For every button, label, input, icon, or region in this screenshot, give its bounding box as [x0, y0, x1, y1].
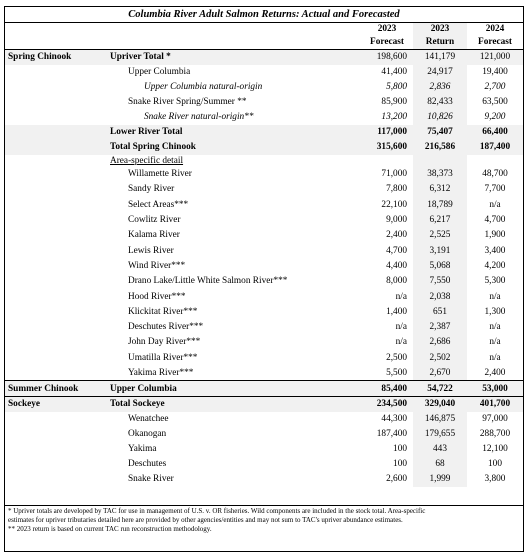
return-2023-cell: 7,550	[413, 274, 467, 289]
group-label	[5, 412, 107, 427]
header-return-2023: Return	[413, 36, 467, 50]
group-label	[5, 319, 107, 334]
forecast-2023-cell: 4,700	[386, 245, 407, 256]
table-title: Columbia River Adult Salmon Returns: Actual and Forecasted	[5, 7, 523, 23]
header-forecast-2024: Forecast	[467, 36, 523, 50]
row-label: Deschutes	[128, 459, 167, 470]
table-row	[5, 228, 523, 243]
row-label: Cowlitz River	[128, 215, 181, 226]
forecast-2023-cell: 1,400	[386, 306, 407, 317]
return-2023-cell: 75,407	[413, 125, 467, 140]
forecast-2024-cell: 2,700	[484, 82, 506, 92]
forecast-2024-cell: 97,000	[482, 414, 508, 425]
forecast-2023-cell: 2,600	[386, 474, 407, 485]
group-label	[5, 212, 107, 227]
footnote-1: * Upriver totals are developed by TAC for use in management of U.S. v. OR fisheries. Wild components are included in the stock total. Area-specific	[8, 507, 426, 515]
forecast-2024-cell: n/a	[489, 291, 501, 302]
forecast-2023-cell: 4,400	[386, 260, 407, 271]
group-label	[5, 472, 107, 487]
forecast-2023-cell: 13,200	[381, 112, 407, 122]
row-label: Total Spring Chinook	[107, 140, 361, 155]
return-2023-cell: 329,040	[413, 397, 467, 412]
row-label: Total Sockeye	[107, 397, 361, 412]
group-label	[5, 228, 107, 243]
group-label	[5, 289, 107, 304]
return-2023-cell: 68	[413, 457, 467, 472]
row-label: Kalama River	[128, 230, 180, 241]
group-label	[5, 457, 107, 472]
return-2023-cell: 2,038	[413, 289, 467, 304]
group-label	[5, 243, 107, 258]
group-label	[5, 182, 107, 197]
forecast-2023-cell: 5,500	[386, 367, 407, 378]
return-2023-cell: 1,999	[413, 472, 467, 487]
group-label	[5, 140, 107, 155]
forecast-2024-cell: n/a	[489, 322, 501, 333]
return-2023-cell: 179,655	[413, 427, 467, 442]
row-label: Sandy River	[128, 184, 175, 195]
forecast-2024-cell: 19,400	[482, 67, 508, 77]
row-label: Klickitat River***	[128, 306, 198, 317]
table-row	[5, 80, 523, 95]
forecast-2023-cell: 41,400	[381, 67, 407, 77]
forecast-2024-cell: 2,400	[484, 367, 506, 378]
forecast-2023-cell: n/a	[395, 322, 407, 333]
row-label: Okanogan	[128, 429, 167, 440]
table-body	[5, 50, 523, 487]
forecast-2024-cell: 187,400	[467, 140, 523, 155]
table-row	[5, 381, 523, 397]
row-label: Upriver Total *	[107, 50, 361, 65]
forecast-2024-cell: n/a	[489, 199, 501, 210]
row-label: Upper Columbia	[128, 67, 191, 77]
table-row	[5, 350, 523, 365]
table-row	[5, 304, 523, 319]
return-2023-cell	[413, 155, 467, 167]
forecast-2024-cell: 100	[488, 459, 502, 470]
forecast-2023-cell: 234,500	[361, 397, 413, 412]
forecast-2023-cell: 85,900	[381, 97, 407, 107]
return-2023-cell: 6,312	[413, 182, 467, 197]
return-2023-cell: 2,836	[413, 80, 467, 95]
group-label	[5, 427, 107, 442]
forecast-2024-cell: 66,400	[467, 125, 523, 140]
return-2023-cell: 6,217	[413, 212, 467, 227]
table-row	[5, 457, 523, 472]
row-label: Snake River	[128, 474, 174, 485]
table-row	[5, 243, 523, 258]
group-label	[5, 197, 107, 212]
forecast-2023-cell: 187,400	[376, 429, 407, 440]
return-2023-cell: 5,068	[413, 258, 467, 273]
header-year-forecast-2024: 2024	[485, 24, 505, 34]
forecast-2024-cell: 5,300	[484, 276, 506, 287]
forecast-2024-cell: 53,000	[467, 381, 523, 397]
return-2023-cell: 3,191	[413, 243, 467, 258]
return-2023-cell: 10,826	[413, 110, 467, 125]
return-2023-cell: 24,917	[413, 65, 467, 80]
group-label	[5, 95, 107, 110]
return-2023-cell: 2,686	[413, 335, 467, 350]
group-label	[5, 442, 107, 457]
group-label	[5, 110, 107, 125]
row-label: Lewis River	[128, 245, 174, 256]
forecast-2023-cell: n/a	[395, 337, 407, 348]
group-label	[5, 167, 107, 182]
return-2023-cell: 54,722	[413, 381, 467, 397]
group-label	[5, 258, 107, 273]
row-label: Upper Columbia natural-origin	[144, 82, 263, 92]
row-label: Snake River natural-origin**	[144, 112, 254, 122]
footnote-2: estimates for upriver tributaries detailed here are provided by other agencies/entities and may not sum to TAC's upriver abundance estimates.	[8, 516, 403, 524]
forecast-2023-cell: 315,600	[361, 140, 413, 155]
table-row	[5, 289, 523, 304]
return-2023-cell: 2,525	[413, 228, 467, 243]
group-label: Spring Chinook	[5, 50, 107, 65]
return-2023-cell: 146,875	[413, 412, 467, 427]
header-year-return-2023: 2023	[413, 23, 467, 36]
table-row	[5, 427, 523, 442]
forecast-2024-cell: 48,700	[482, 169, 508, 180]
row-label: Lower River Total	[107, 125, 361, 140]
return-2023-cell: 2,670	[413, 365, 467, 380]
table-row	[5, 365, 523, 380]
row-label: Wenatchee	[128, 414, 169, 425]
forecast-2023-cell: 198,600	[361, 50, 413, 65]
forecast-2024-cell: 12,100	[482, 444, 508, 455]
table-row	[5, 442, 523, 457]
forecast-2024-cell: 121,000	[467, 50, 523, 65]
table-row	[5, 95, 523, 110]
forecast-2024-cell: 63,500	[482, 97, 508, 107]
return-2023-cell: 2,387	[413, 319, 467, 334]
forecast-2024-cell: 288,700	[479, 429, 511, 440]
row-label: Select Areas***	[128, 199, 189, 210]
row-label: Drano Lake/Little White Salmon River***	[128, 276, 288, 287]
forecast-2024-cell: 401,700	[467, 397, 523, 412]
table-row	[5, 167, 523, 182]
return-2023-cell: 216,586	[413, 140, 467, 155]
table-row	[5, 412, 523, 427]
return-2023-cell: 443	[413, 442, 467, 457]
forecast-2023-cell: 8,000	[386, 276, 407, 287]
table-row	[5, 197, 523, 212]
footnote-3: ** 2023 return is based on current TAC run reconstruction methodology.	[8, 525, 212, 533]
table-row	[5, 319, 523, 334]
group-label	[5, 304, 107, 319]
header-forecast-2023: Forecast	[361, 36, 413, 50]
forecast-2024-cell: 4,200	[484, 260, 506, 271]
forecast-2023-cell: 2,400	[386, 230, 407, 241]
forecast-2024-cell: n/a	[489, 352, 501, 363]
row-label: Snake River Spring/Summer **	[128, 97, 247, 107]
table-row	[5, 50, 523, 65]
forecast-2024-cell: 1,300	[484, 306, 506, 317]
forecast-2023-cell: 100	[393, 444, 407, 455]
forecast-2023-cell: 85,400	[361, 381, 413, 397]
group-label	[5, 65, 107, 80]
row-label: Deschutes River***	[128, 322, 204, 333]
forecast-2023-cell	[361, 155, 413, 167]
table-row	[5, 472, 523, 487]
forecast-2024-cell: 9,200	[484, 112, 506, 122]
group-label: Summer Chinook	[5, 381, 107, 397]
table-row	[5, 65, 523, 80]
row-label: Hood River***	[128, 291, 186, 302]
forecast-2023-cell: 9,000	[386, 215, 407, 226]
row-label: John Day River***	[128, 337, 201, 348]
forecast-2023-cell: 22,100	[381, 199, 407, 210]
group-label	[5, 274, 107, 289]
row-label: Wind River***	[128, 260, 186, 271]
header-row-years	[5, 23, 523, 36]
forecast-2024-cell: n/a	[489, 337, 501, 348]
table-row	[5, 155, 523, 167]
table-row	[5, 274, 523, 289]
table-row	[5, 212, 523, 227]
group-label	[5, 335, 107, 350]
return-2023-cell: 2,502	[413, 350, 467, 365]
table-row	[5, 258, 523, 273]
forecast-2024-cell: 3,800	[484, 474, 506, 485]
table-row	[5, 140, 523, 155]
row-label: Upper Columbia	[107, 381, 361, 397]
forecast-2023-cell: 117,000	[361, 125, 413, 140]
table-row	[5, 335, 523, 350]
forecast-2024-cell	[467, 155, 523, 167]
forecast-2024-cell: 4,700	[484, 215, 506, 226]
row-label: Umatilla River***	[128, 352, 198, 363]
report-frame	[4, 6, 524, 552]
forecast-2023-cell: 7,800	[386, 184, 407, 195]
returns-table	[5, 23, 523, 487]
group-label	[5, 350, 107, 365]
group-label	[5, 80, 107, 95]
forecast-2024-cell: 1,900	[484, 230, 506, 241]
header-row-types	[5, 36, 523, 50]
group-label: Sockeye	[5, 397, 107, 412]
footnotes	[5, 505, 523, 535]
table-row	[5, 397, 523, 412]
group-label	[5, 155, 107, 167]
forecast-2023-cell: 100	[393, 459, 407, 470]
forecast-2023-cell: 5,800	[386, 82, 407, 92]
row-label: Yakima	[128, 444, 157, 455]
group-label	[5, 365, 107, 380]
table-row	[5, 110, 523, 125]
group-label	[5, 125, 107, 140]
forecast-2024-cell: 3,400	[484, 245, 506, 256]
forecast-2023-cell: n/a	[395, 291, 407, 302]
row-label: Yakima River***	[128, 367, 194, 378]
return-2023-cell: 141,179	[413, 50, 467, 65]
forecast-2024-cell: 7,700	[484, 184, 506, 195]
table-row	[5, 125, 523, 140]
return-2023-cell: 18,789	[413, 197, 467, 212]
forecast-2023-cell: 44,300	[381, 414, 407, 425]
forecast-2023-cell: 2,500	[386, 352, 407, 363]
table-row	[5, 182, 523, 197]
return-2023-cell: 82,433	[413, 95, 467, 110]
row-label: Willamette River	[128, 169, 192, 180]
header-year-forecast-2023: 2023	[377, 24, 397, 34]
return-2023-cell: 651	[413, 304, 467, 319]
forecast-2023-cell: 71,000	[381, 169, 407, 180]
return-2023-cell: 38,373	[413, 167, 467, 182]
row-label: Area-specific detail	[110, 155, 184, 166]
